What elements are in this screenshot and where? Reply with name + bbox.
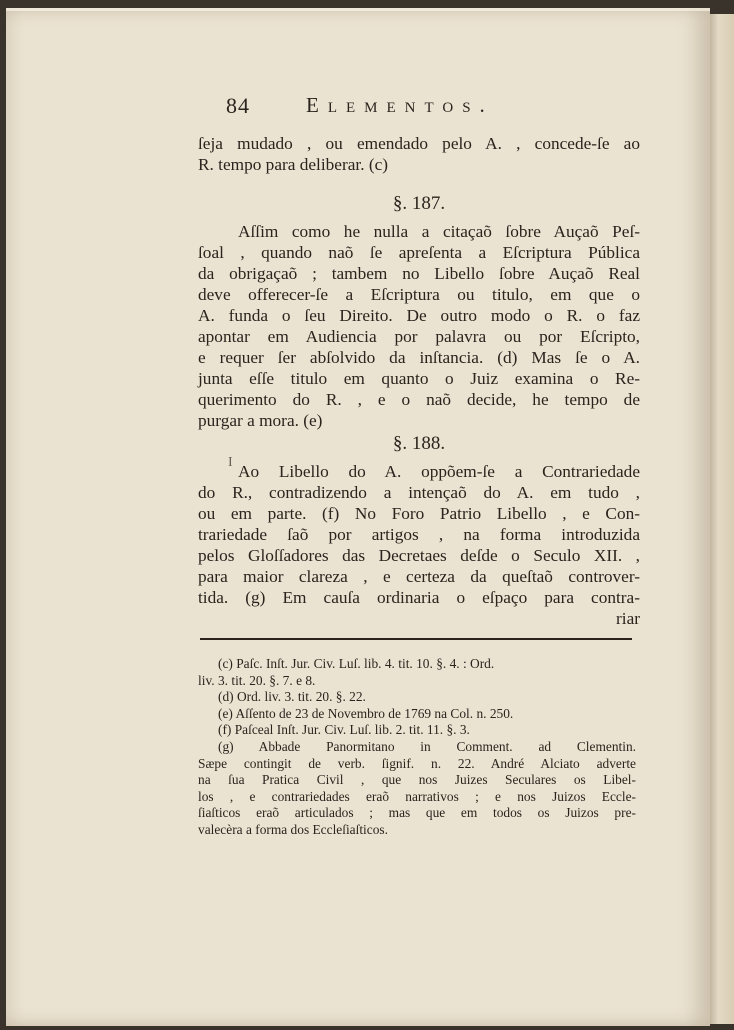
footnote-line: Sæpe contingit de verb. ſignif. n. 22. André Alciato adverte — [198, 755, 636, 771]
footnote-line: (c) Paſc. Inſt. Jur. Civ. Luſ. lib. 4. tit. 10. §. 4. : Ord. — [218, 656, 495, 671]
footnotes — [198, 656, 636, 839]
text-line: da obrigaçaõ ; tambem no Libello ſobre Auçaõ Real — [198, 264, 640, 283]
footnote-line: valecèra a forma dos Eccleſiaſticos. — [198, 821, 388, 837]
footnote-line: (f) Paſceal Inſt. Jur. Civ. Luſ. lib. 2. tit. 11. §. 3. — [218, 722, 470, 738]
paragraph-1 — [198, 133, 640, 175]
main-text — [198, 133, 640, 629]
text-line: Ao Libello do A. oppõem-ſe a Contrariedade — [238, 462, 640, 481]
text-line: junta eſſe titulo em quanto o Juiz examina o Re- — [198, 369, 640, 388]
text-line: querimento do R. , e o naõ decide, he tempo de — [198, 390, 640, 409]
text-line: apontar em Audiencia por palavra ou por Eſcripto, — [198, 327, 640, 346]
text-line: purgar a mora. (e) — [198, 411, 323, 430]
paragraph-3 — [198, 461, 640, 608]
adjacent-page-edge — [708, 14, 734, 1024]
text-line: do R., contradizendo a intençaõ do A. em tudo , — [198, 483, 640, 502]
text-line: trariedade ſaõ por artigos , na forma introduzida — [198, 525, 640, 544]
text-line: para maior clareza , e certeza da queſtaõ controver- — [198, 567, 640, 586]
section-heading-187: §. 187. — [392, 193, 446, 214]
text-line: ſeja mudado , ou emendado pelo A. , concede-ſe ao — [198, 134, 640, 153]
footnote-line: (d) Ord. liv. 3. tit. 20. §. 22. — [218, 689, 366, 705]
footnote-line: liv. 3. tit. 20. §. 7. e 8. — [198, 672, 316, 688]
running-title: Elementos. — [306, 93, 494, 117]
footnote-line: (e) Aſſento de 23 de Novembro de 1769 na Col. n. 250. — [218, 705, 514, 721]
text-line: R. tempo para deliberar. (c) — [198, 155, 389, 174]
section-heading-188: §. 188. — [392, 433, 446, 454]
top-paper-edge — [6, 8, 710, 11]
margin-mark: I — [228, 455, 233, 470]
page-number: 84 — [226, 93, 250, 118]
footnote-line: los , e contrariedades eraõ narrativos ; e nos Juizos Eccle- — [198, 788, 636, 804]
footnote-rule — [200, 638, 632, 640]
catchword: riar — [616, 609, 640, 628]
text-line: ou em parte. (f) No Foro Patrio Libello , e Con- — [198, 504, 640, 523]
paragraph-2 — [198, 221, 640, 431]
text-line: Aſſim como he nulla a citaçaõ ſobre Auçaõ Peſ- — [238, 222, 640, 241]
footnote-line: ſiaſticos eraõ articulados ; mas que em todos os Juizos pre- — [198, 805, 636, 821]
text-line: deve offerecer-ſe a Eſcriptura ou titulo, em que o — [198, 285, 640, 304]
text-line: ſoal , quando naõ ſe apreſenta a Eſcriptura Pública — [198, 243, 640, 262]
footnote-line: na ſua Pratica Civil , que nos Juizes Seculares os Libel- — [198, 772, 636, 788]
text-line: pelos Gloſſadores das Decretaes deſde o Seculo XII. , — [198, 546, 640, 565]
text-line: A. funda o ſeu Direito. De outro modo o R. o faz — [198, 306, 640, 325]
footnote-line: (g) Abbade Panormitano in Comment. ad Clementin. — [218, 738, 636, 754]
text-line: tida. (g) Em cauſa ordinaria o eſpaço para contra- — [198, 588, 640, 607]
text-line: e requer ſer abſolvido da inſtancia. (d) Mas ſe o A. — [198, 348, 640, 367]
